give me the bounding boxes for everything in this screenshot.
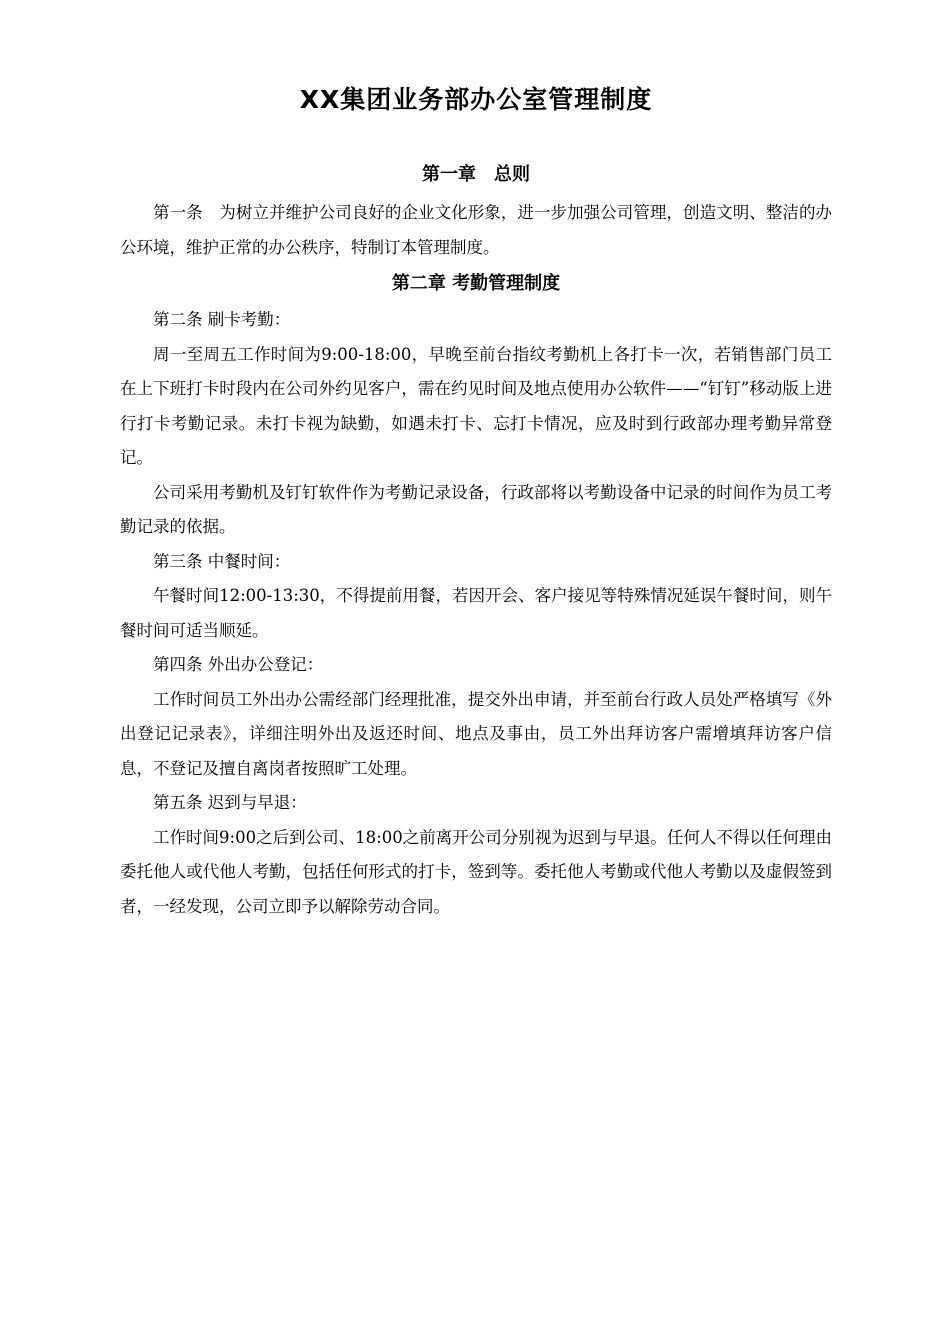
article-4-paragraph-1: 工作时间员工外出办公需经部门经理批准，提交外出申请，并至前台行政人员处严格填写《外出登记记录表》，详细注明外出及返还时间、地点及事由，员工外出拜访客户需增填拜访客户信息，不登记及擅自离岗者按照旷工处理。: [120, 689, 832, 778]
article-2-title: 第二条 刷卡考勤：: [153, 310, 291, 329]
article-2-paragraph-2: 公司采用考勤机及钉钉软件作为考勤记录设备，行政部将以考勤设备中记录的时间作为员工考勤记录的依据。: [120, 482, 832, 536]
article-1-text: 第一条 为树立并维护公司良好的企业文化形象，进一步加强公司管理，创造文明、整洁的办公环境，维护正常的办公秩序，特制订本管理制度。: [120, 203, 832, 257]
article-3-paragraph-1: 午餐时间12:00-13:30，不得提前用餐，若因开会、客户接见等特殊情况延误午餐时间，则午餐时间可适当顺延。: [120, 586, 832, 640]
article-4-title: 第四条 外出办公登记：: [153, 655, 324, 674]
chapter-2-body: [120, 303, 832, 924]
article-3-title: 第三条 中餐时间：: [153, 551, 291, 571]
article-2-paragraph-1: 周一至周五工作时间为9:00-18:00，早晚至前台指纹考勤机上各打卡一次，若销售部门员工在上下班打卡时段内在公司外约见客户，需在约见时间及地点使用办公软件——“钉钉”移动版上进行打卡考勤记录。未打卡视为缺勤，如遇未打卡、忘打卡情况，应及时到行政部办理考勤异常登记。: [120, 344, 832, 467]
article-5-title: 第五条 迟到与早退：: [153, 793, 307, 812]
document-title: XX集团业务部办公室管理制度: [299, 85, 653, 114]
chapter-1-heading: 第一章 总则: [422, 164, 530, 185]
chapter-2-heading: 第二章 考勤管理制度: [391, 273, 561, 294]
article-5-paragraph-1: 工作时间9:00之后到公司、18:00之前离开公司分别视为迟到与早退。任何人不得以任何理由委托他人或代他人考勤，包括任何形式的打卡，签到等。委托他人考勤或代他人考勤以及虚假签到者，一经发现，公司立即予以解除劳动合同。: [120, 827, 832, 916]
